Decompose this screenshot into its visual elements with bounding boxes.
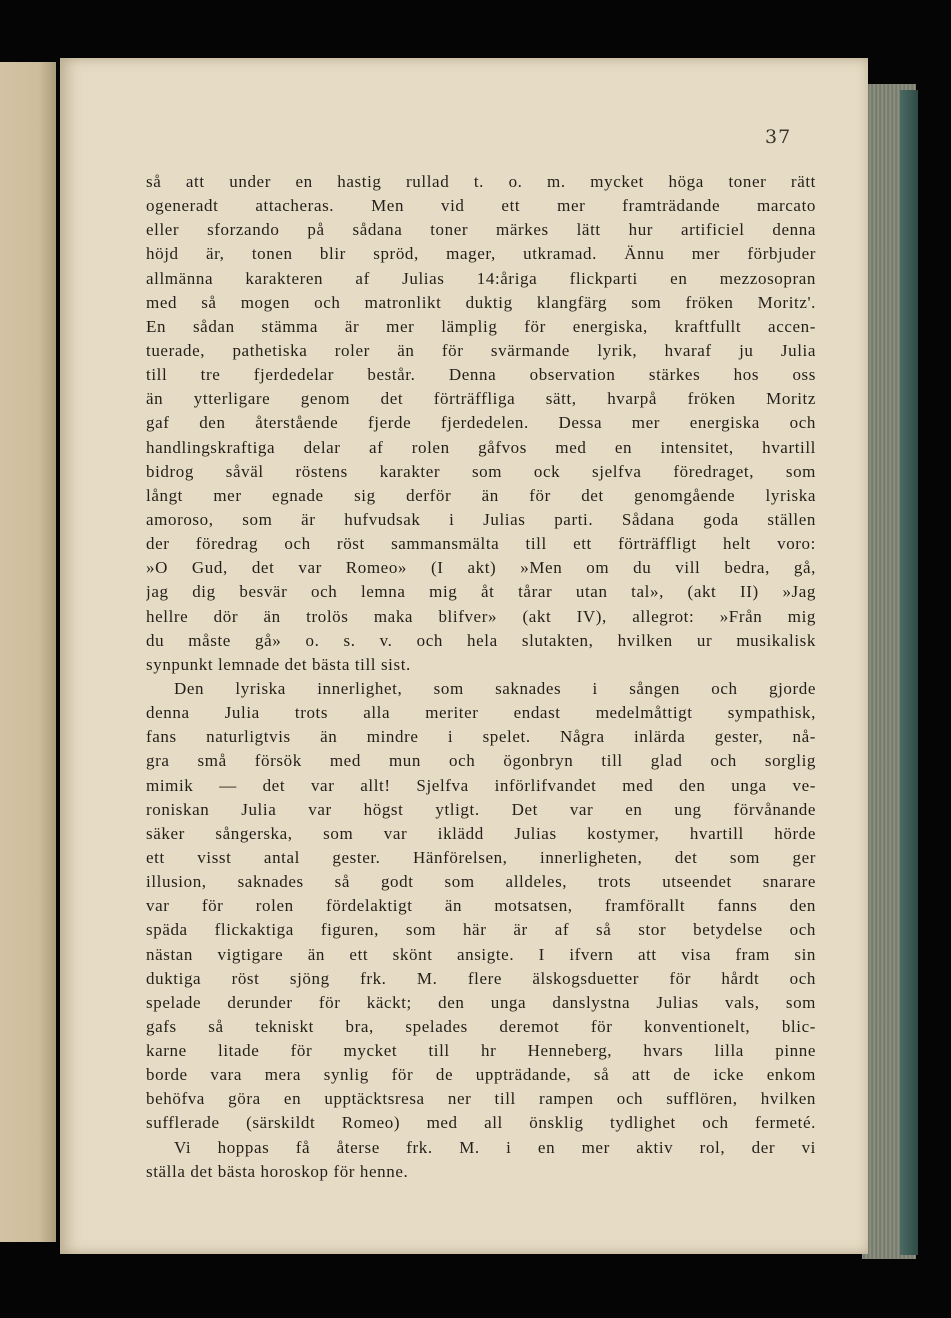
text-line: ogeneradt attacheras. Men vid ett mer framträdande marcato bbox=[146, 196, 816, 216]
text-line: än ytterligare genom det förträffliga sätt, hvarpå fröken Moritz bbox=[146, 389, 816, 409]
text-line: spelade derunder för käckt; den unga danslystna Julias vals, som bbox=[146, 992, 816, 1012]
text-line: sufflerade (särskildt Romeo) med all önsklig tydlighet och fermeté. bbox=[146, 1113, 816, 1133]
text-line: säker sångerska, som var iklädd Julias kostymer, hvartill hörde bbox=[146, 823, 816, 843]
text-line: gaf den återstående fjerde fjerdedelen. Dessa mer energiska och bbox=[146, 413, 816, 433]
text-line: Vi hoppas få återse frk. M. i en mer aktiv rol, der vi bbox=[174, 1137, 816, 1157]
text-line: var för rolen fördelaktigt än motsatsen, framförallt fanns den bbox=[146, 896, 816, 916]
text-line: synpunkt lemnade det bästa till sist. bbox=[146, 654, 411, 674]
text-line: Den lyriska innerlighet, som saknades i sången och gjorde bbox=[174, 678, 816, 698]
text-line: ställa det bästa horoskop för henne. bbox=[146, 1161, 409, 1181]
text-line: ett visst antal gester. Hänförelsen, innerligheten, det som ger bbox=[146, 847, 816, 867]
book-cover-edge bbox=[900, 90, 918, 1255]
text-line: »O Gud, det var Romeo» (I akt) »Men om du vill bedra, gå, bbox=[146, 558, 816, 578]
text-line: späda flickaktiga figuren, som här är af så stor betydelse och bbox=[146, 920, 816, 940]
text-line: handlingskraftiga delar af rolen gåfvos med en intensitet, hvartill bbox=[146, 437, 816, 457]
text-line: tuerade, pathetiska roler än för svärmande lyrik, hvaraf ju Julia bbox=[146, 340, 816, 360]
text-line: mimik — det var allt! Sjelfva införlifvandet med den unga ve- bbox=[146, 775, 816, 795]
text-line: allmänna karakteren af Julias 14:åriga flickparti en mezzosopran bbox=[146, 268, 816, 288]
text-line: karne litade för mycket till hr Henneberg, hvars lilla pinne bbox=[146, 1041, 816, 1061]
text-line: hellre dör än trolös maka blifver» (akt IV), allegrot: »Från mig bbox=[146, 606, 816, 626]
text-line: jag dig besvär och lemna mig åt tårar utan tal», (akt II) »Jag bbox=[146, 582, 816, 602]
facing-page-edge bbox=[0, 62, 56, 1242]
text-line: till tre fjerdedelar består. Denna observation stärkes hos oss bbox=[146, 365, 816, 385]
text-line: eller sforzando på sådana toner märkes lätt hur artificiel denna bbox=[146, 220, 816, 240]
text-line: du måste gå» o. s. v. och hela slutakten, hvilken ur musikalisk bbox=[146, 630, 816, 650]
text-line: En sådan stämma är mer lämplig för energiska, kraftfullt accen- bbox=[146, 316, 816, 336]
text-line: fans naturligtvis än mindre i spelet. Några inlärda gester, nå- bbox=[146, 727, 816, 747]
text-line: der föredrag och röst sammansmälta till ett förträffligt helt voro: bbox=[146, 534, 816, 554]
text-line: höjd är, tonen blir spröd, mager, utkramad. Ännu mer förbjuder bbox=[146, 244, 816, 264]
text-line: roniskan Julia var högst ytligt. Det var en ung förvånande bbox=[146, 799, 816, 819]
text-line: denna Julia trots alla meriter endast medelmåttigt sympathisk, bbox=[146, 703, 816, 723]
body-text bbox=[146, 170, 816, 1184]
text-line: borde vara mera synlig för de uppträdande, så att de icke enkom bbox=[146, 1065, 816, 1085]
text-line: amoroso, som är hufvudsak i Julias parti. Sådana goda ställen bbox=[146, 509, 816, 529]
text-line: så att under en hastig rullad t. o. m. mycket höga toner rätt bbox=[146, 172, 816, 191]
text-line: duktiga röst sjöng frk. M. flere älskogsduetter för hårdt och bbox=[146, 968, 816, 988]
text-line: med så mogen och matronlikt duktig klangfärg som fröken Moritz'. bbox=[146, 292, 816, 312]
text-line: långt mer egnade sig derför än för det genomgående lyriska bbox=[146, 485, 816, 505]
text-line: nästan vigtigare än ett skönt ansigte. I ifvern att visa fram sin bbox=[146, 944, 816, 964]
text-line: illusion, saknades så godt som alldeles, trots utseendet snarare bbox=[146, 872, 816, 892]
text-line: gafs så tekniskt bra, spelades deremot för konventionelt, blic- bbox=[146, 1016, 816, 1036]
text-line: gra små försök med mun och ögonbryn till glad och sorglig bbox=[146, 751, 816, 771]
page-number: 37 bbox=[765, 126, 792, 148]
text-line: bidrog såväl röstens karakter som ock sjelfva föredraget, som bbox=[146, 461, 816, 481]
text-line: behöfva göra en upptäcktsresa ner till rampen och sufflören, hvilken bbox=[146, 1089, 816, 1109]
book-page bbox=[60, 58, 868, 1254]
